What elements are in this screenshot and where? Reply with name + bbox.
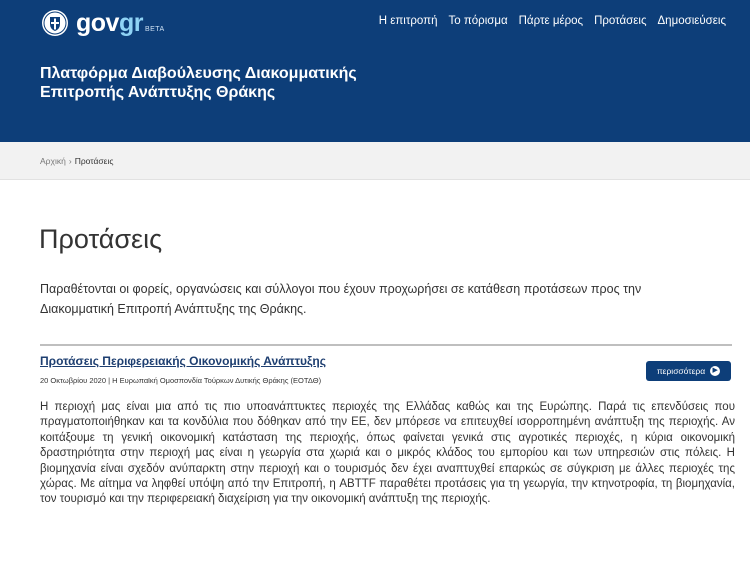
breadcrumb-home[interactable]: Αρχική	[40, 156, 66, 166]
more-button-label: περισσότερα	[656, 366, 706, 376]
nav-publications[interactable]: Δημοσιεύσεις	[657, 15, 726, 27]
breadcrumb-bar	[0, 142, 750, 180]
proposal-meta: 20 Οκτωβρίου 2020 | Η Ευρωπαϊκή Ομοσπονδία Τούρκων Δυτικής Θράκης (ΕΟΤΔΘ)	[40, 376, 322, 385]
nav-proposals[interactable]: Προτάσεις	[594, 15, 647, 27]
arrow-right-icon: ▶	[710, 366, 720, 376]
beta-label: BETA	[144, 25, 165, 33]
proposal-body: Η περιοχή μας είναι μια από τις πιο υποανάπτυκτες περιοχές της Ελλάδας καθώς και της Ευρώπης. Παρά τις επενδύσεις που πραγματοποιήθηκαν και τα κονδύλια που δόθηκαν από την ΕΕ, δεν μπόρεσε να επιτευχθεί ισορροπημένη ανάπτυξη της περιοχής. Αν κοιτάξουμε τη γενική οικονομική κατάσταση της περιοχής, όπως φαίνεται γενικά στις αγροτικές περιοχές, η κύρια οικονομική δραστηριότητα στην περιοχή μας είναι η γεωργία στα χωριά και ο μικρός κλάδος του εμπορίου και των υπηρεσιών στις πόλεις. Η βιομηχανία είναι σχεδόν ανύπαρκτη στην περιοχή και ο τουρισμός δεν έχει αναπτυχθεί επαρκώς σε σύγκριση με άλλες περιοχές της χώρας. Με αίτημα να ληφθεί υπόψη από την Επιτροπή, η ABTTF παραθέτει προτάσεις για τη γεωργία, την κτηνοτροφία, τη βιομηχανία, τον τουρισμό και την περιφερειακή διαχείριση για την οικονομική ανάπτυξη της περιοχής.	[40, 401, 735, 506]
logo-gov: gov	[76, 9, 119, 37]
site-title-line1: Πλατφόρμα Διαβούλευσης Διακομματικής	[40, 65, 357, 82]
more-button[interactable]	[646, 361, 731, 381]
site-header	[0, 0, 750, 142]
govgr-logo[interactable]	[41, 9, 165, 37]
intro-text: Παραθέτονται οι φορείς, οργανώσεις και σύλλογοι που έχουν προχωρήσει σε κατάθεση προτάσεων προς την Διακομματική Επιτροπή Ανάπτυξης της Θράκης.	[40, 282, 642, 316]
breadcrumb	[40, 156, 113, 166]
logo-wordmark	[76, 9, 143, 37]
nav-committee[interactable]: Η επιτροπή	[378, 15, 438, 27]
nav-participate[interactable]: Πάρτε μέρος	[518, 15, 584, 27]
proposal-title-link[interactable]: Προτάσεις Περιφερειακής Οικονομικής Ανάπτυξης	[40, 354, 326, 368]
logo-gr: gr	[118, 9, 143, 37]
site-title	[40, 64, 460, 102]
nav-findings[interactable]: Το πόρισμα	[448, 15, 508, 27]
site-title-line2: Επιτροπής Ανάπτυξης Θράκης	[40, 84, 276, 101]
breadcrumb-current: Προτάσεις	[74, 156, 114, 166]
main-nav	[368, 15, 726, 27]
divider	[40, 344, 732, 346]
greek-state-emblem-icon	[41, 9, 69, 37]
page-title: Προτάσεις	[39, 224, 163, 254]
chevron-right-icon: ›	[68, 156, 72, 166]
